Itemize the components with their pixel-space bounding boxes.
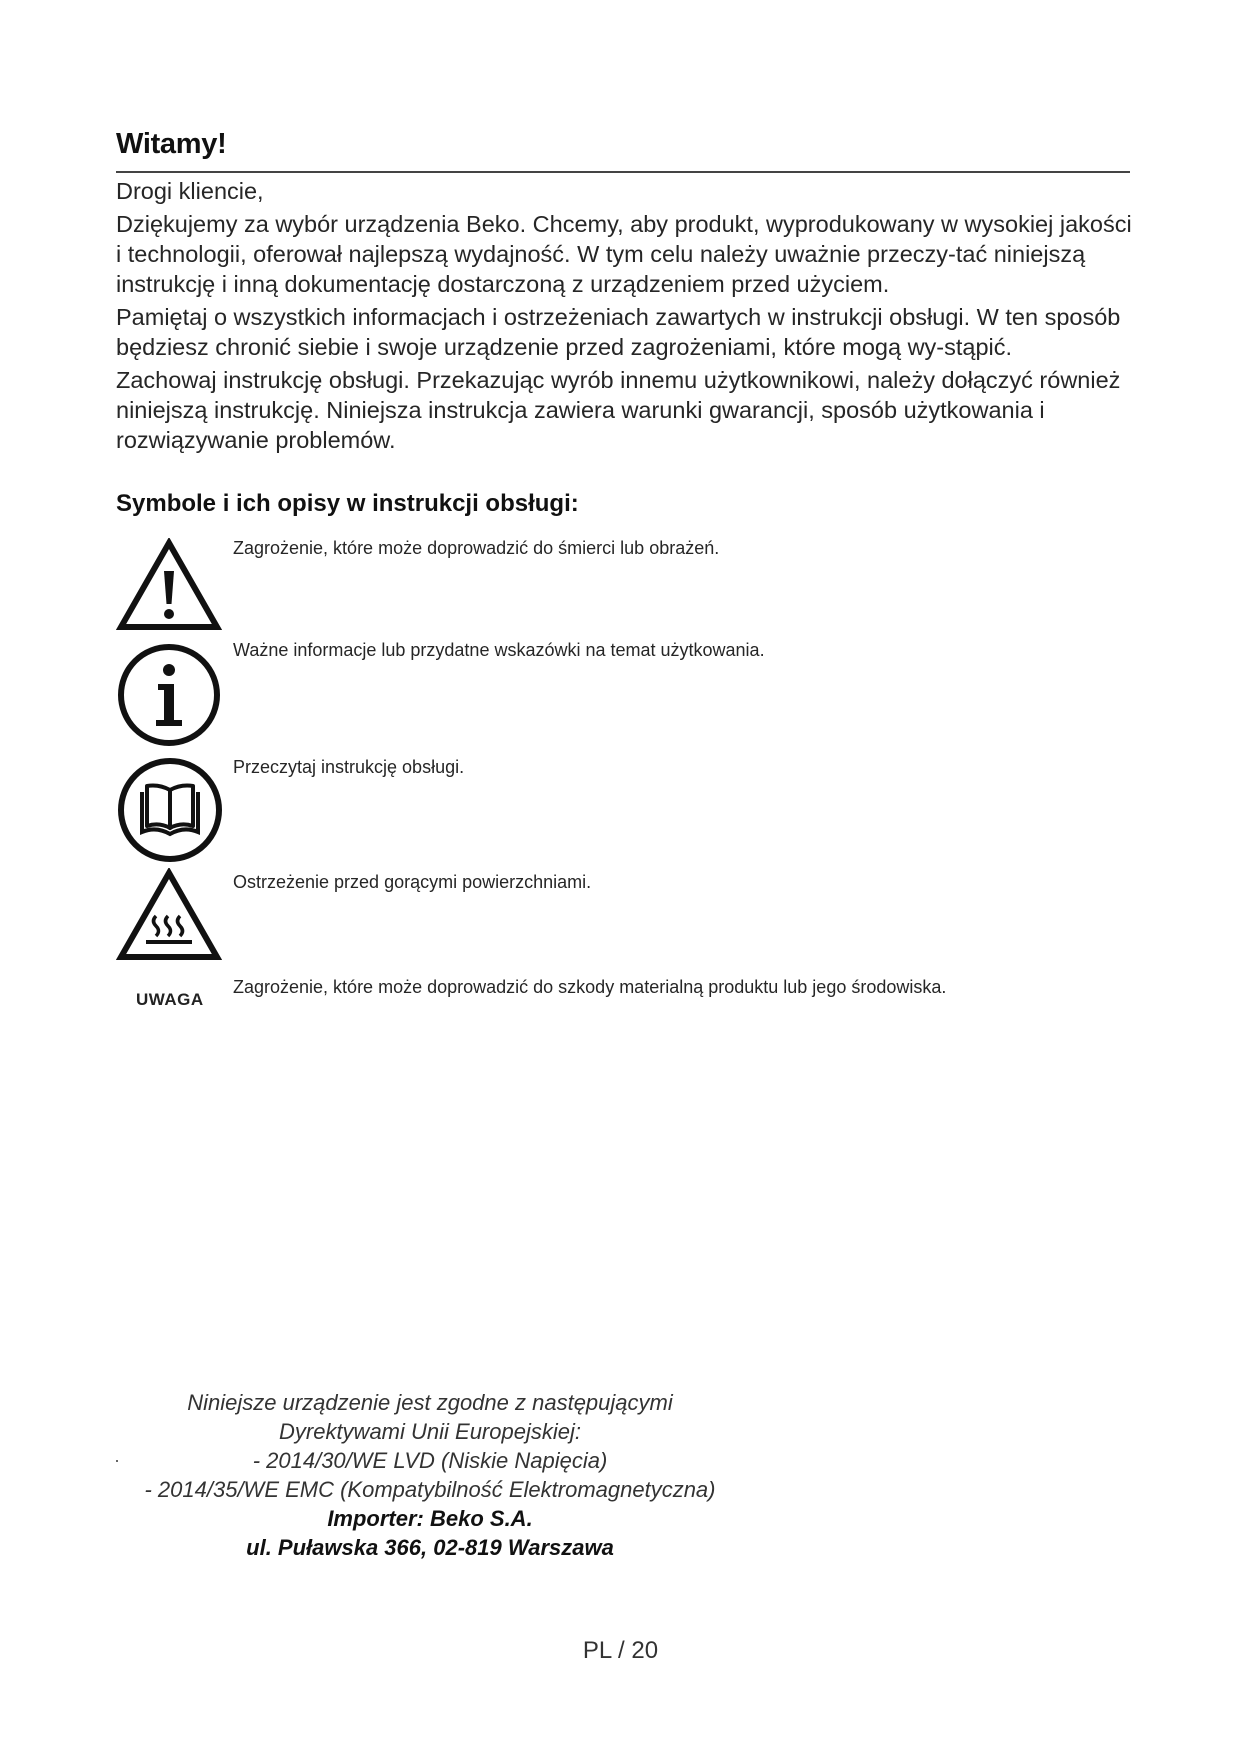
symbols-heading: Symbole i ich opisy w instrukcji obsługi: (116, 490, 579, 517)
address-line: ul. Puławska 366, 02-819 Warszawa (246, 1535, 614, 1560)
directives-line: Dyrektywami Unii Europejskiej: (279, 1419, 581, 1444)
intro-greeting: Drogi kliencie, (116, 178, 264, 204)
intro-paragraph-3: Zachowaj instrukcję obsługi. Przekazując wyrób innemu użytkownikowi, należy dołączyć również niniejszą instrukcję. Niniejsza instrukcja zawiera warunki gwarancji, sposób użytkowania i rozwiązywanie problemów. (116, 367, 1121, 453)
page-number: PL / 20 (582, 1637, 659, 1664)
intro-section (116, 176, 1136, 458)
symbol-warning-text: Zagrożenie, które może doprowadzić do śmierci lub obrażeń. (233, 538, 720, 558)
warning-triangle-icon (116, 538, 222, 634)
symbol-hot-surface-text: Ostrzeżenie przed gorącymi powierzchniami. (233, 872, 592, 892)
hot-surface-icon (116, 868, 222, 964)
intro-paragraph-1: Dziękujemy za wybór urządzenia Beko. Chcemy, aby produkt, wyprodukowany w wysokiej jakości i technologii, oferował najlepszą wydajność. W tym celu należy uważnie przeczy-tać niniejszą instrukcję i inną dokumentację dostarczoną z urządzeniem przed użyciem. (116, 211, 1132, 297)
title-divider (116, 171, 1130, 173)
info-circle-icon (116, 642, 222, 748)
directives-line: Niniejsze urządzenie jest zgodne z następującymi (187, 1390, 673, 1415)
importer-line: Importer: Beko S.A. (327, 1506, 533, 1531)
page-title: Witamy! (116, 128, 227, 160)
intro-paragraph-2: Pamiętaj o wszystkich informacjach i ostrzeżeniach zawartych w instrukcji obsługi. W ten sposób będziesz chronić siebie i swoje urządzenie przed zagrożeniami, które mogą wy-stąpić. (116, 304, 1121, 360)
read-manual-icon (116, 756, 224, 864)
symbol-uwaga-text: Zagrożenie, które może doprowadzić do szkody materialną produktu lub jego środowiska. (233, 977, 947, 997)
uwaga-label: UWAGA (136, 990, 204, 1009)
directives-block (100, 1388, 760, 1562)
directives-line: - 2014/30/WE LVD (Niskie Napięcia) (252, 1448, 608, 1473)
symbol-manual-text: Przeczytaj instrukcję obsługi. (233, 757, 465, 777)
directives-line: - 2014/35/WE EMC (Kompatybilność Elektromagnetyczna) (144, 1477, 716, 1502)
symbol-info-text: Ważne informacje lub przydatne wskazówki na temat użytkowania. (233, 640, 765, 660)
